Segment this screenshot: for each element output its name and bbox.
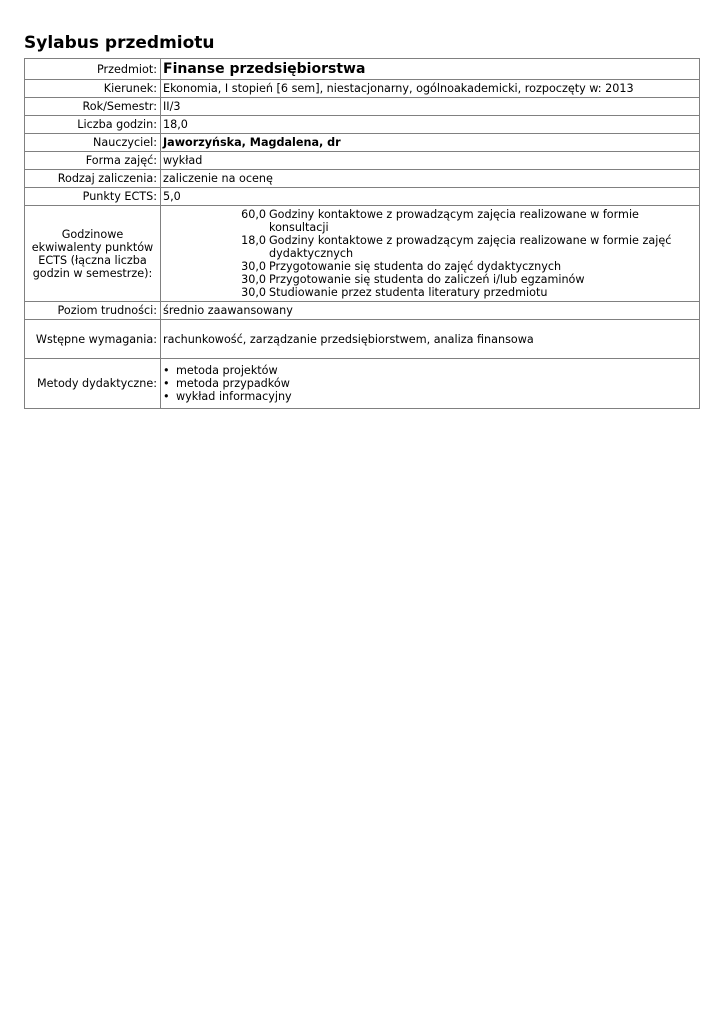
label-wstepne-wymagania: Wstępne wymagania: xyxy=(25,320,161,359)
cell-nauczyciel xyxy=(161,134,700,152)
ects-hours-description: Godziny kontaktowe z prowadzącym zajęcia realizowane w formie konsultacji xyxy=(269,208,639,234)
label-punkty-ects: Punkty ECTS: xyxy=(25,188,161,206)
bullet-icon: • xyxy=(163,364,170,377)
value-wstepne-wymagania: rachunkowość, zarządzanie przedsiębiorstwem, analiza finansowa xyxy=(161,320,700,359)
cell-przedmiot xyxy=(161,59,700,80)
row-ekwiwalenty-ects xyxy=(25,206,700,302)
label-metody-dydaktyczne: Metody dydaktyczne: xyxy=(25,359,161,409)
ects-hours-description: Przygotowanie się studenta do zaliczeń i/lub egzaminów xyxy=(269,273,585,286)
row-rok-semestr xyxy=(25,98,700,116)
label-forma-zajec: Forma zajęć: xyxy=(25,152,161,170)
ects-hours-item xyxy=(163,286,696,299)
method-label: metoda przypadków xyxy=(176,377,290,390)
cell-metody-dydaktyczne xyxy=(161,359,700,409)
ects-hours-value: 60,0 xyxy=(241,208,266,221)
list-item xyxy=(163,364,696,377)
row-przedmiot xyxy=(25,59,700,80)
label-kierunek: Kierunek: xyxy=(25,80,161,98)
ects-hours-description: Godziny kontaktowe z prowadzącym zajęcia realizowane w formie zajęć dydaktycznych xyxy=(269,234,672,260)
value-punkty-ects: 5,0 xyxy=(161,188,700,206)
ects-hours-value: 18,0 xyxy=(241,234,266,247)
value-rok-semestr: II/3 xyxy=(161,98,700,116)
page-title: Sylabus przedmiotu xyxy=(24,33,215,53)
ects-hours-value: 30,0 xyxy=(241,286,266,299)
row-metody-dydaktyczne xyxy=(25,359,700,409)
teacher-name: Jaworzyńska, Magdalena, dr xyxy=(163,136,341,149)
label-ekwiwalenty-ects: Godzinowe ekwiwalenty punktów ECTS (łączna liczba godzin w semestrze): xyxy=(25,206,161,302)
label-przedmiot: Przedmiot: xyxy=(25,59,161,80)
ects-hours-description: Studiowanie przez studenta literatury przedmiotu xyxy=(269,286,548,299)
row-wstepne-wymagania xyxy=(25,320,700,359)
bullet-icon: • xyxy=(163,377,170,390)
label-rodzaj-zaliczenia: Rodzaj zaliczenia: xyxy=(25,170,161,188)
methods-list xyxy=(163,361,696,406)
syllabus-table xyxy=(24,58,700,409)
ects-hours-item xyxy=(163,234,696,260)
ects-hours-value: 30,0 xyxy=(241,260,266,273)
row-poziom-trudnosci xyxy=(25,302,700,320)
method-label: metoda projektów xyxy=(176,364,278,377)
ects-hours-description: Przygotowanie się studenta do zajęć dydaktycznych xyxy=(269,260,562,273)
list-item xyxy=(163,377,696,390)
label-nauczyciel: Nauczyciel: xyxy=(25,134,161,152)
row-kierunek xyxy=(25,80,700,98)
value-forma-zajec: wykład xyxy=(161,152,700,170)
cell-ekwiwalenty-ects xyxy=(161,206,700,302)
ects-hours-item xyxy=(163,260,696,273)
row-nauczyciel xyxy=(25,134,700,152)
label-liczba-godzin: Liczba godzin: xyxy=(25,116,161,134)
bullet-icon: • xyxy=(163,390,170,403)
ects-hours-item xyxy=(163,208,696,234)
value-liczba-godzin: 18,0 xyxy=(161,116,700,134)
row-forma-zajec xyxy=(25,152,700,170)
row-punkty-ects xyxy=(25,188,700,206)
value-kierunek: Ekonomia, I stopień [6 sem], niestacjonarny, ogólnoakademicki, rozpoczęty w: 2013 xyxy=(161,80,700,98)
subject-name: Finanse przedsiębiorstwa xyxy=(163,61,366,77)
method-label: wykład informacyjny xyxy=(176,390,292,403)
ects-hours-value: 30,0 xyxy=(241,273,266,286)
label-rok-semestr: Rok/Semestr: xyxy=(25,98,161,116)
value-rodzaj-zaliczenia: zaliczenie na ocenę xyxy=(161,170,700,188)
ects-hours-item xyxy=(163,273,696,286)
value-poziom-trudnosci: średnio zaawansowany xyxy=(161,302,700,320)
ects-hours-list xyxy=(163,208,696,299)
row-rodzaj-zaliczenia xyxy=(25,170,700,188)
list-item xyxy=(163,390,696,403)
row-liczba-godzin xyxy=(25,116,700,134)
label-poziom-trudnosci: Poziom trudności: xyxy=(25,302,161,320)
